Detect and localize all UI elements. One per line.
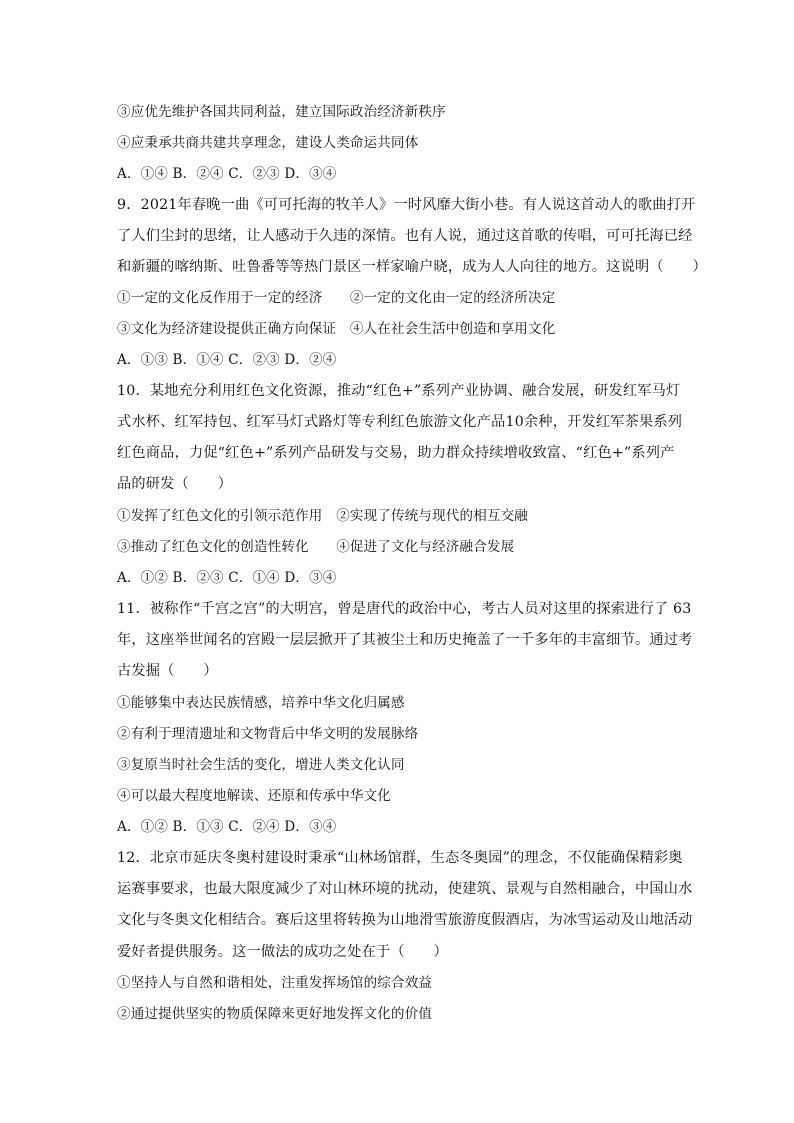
question-11-option-3: ③复原当时社会生活的变化，增进人类文化认同 xyxy=(117,757,405,773)
question-11-option-1: ①能够集中表达民族情感，培养中华文化归属感 xyxy=(117,695,405,711)
question-12-line-1: 12．北京市延庆冬奥村建设时秉承“山林场馆群，生态冬奥园”的理念，不仅能确保精彩奥 xyxy=(117,850,683,866)
question-10-answer-choices: A．①② B．②③ C．①④ D．③④ xyxy=(117,570,337,586)
question-9-line-1: 9．2021年春晚一曲《可可托海的牧羊人》一时风靡大街小巷。有人说这首动人的歌曲打开 xyxy=(117,197,696,213)
question-9-options-row-1: ①一定的文化反作用于一定的经济 ②一定的文化由一定的经济所决定 xyxy=(117,290,556,306)
question-12-option-1: ①坚持人与自然和谐相处，注重发挥场馆的综合效益 xyxy=(117,975,433,991)
question-11-option-4: ④可以最大程度地解读、还原和传承中华文化 xyxy=(117,788,391,804)
question-11-line-1: 11．被称作“千宫之宫”的大明宫，曾是唐代的政治中心，考古人员对这里的探索进行了 63 xyxy=(117,601,692,617)
question-12-line-4: 爱好者提供服务。这一做法的成功之处在于（ ） xyxy=(117,944,448,960)
question-10-line-4: 品的研发（ ） xyxy=(117,476,233,492)
question-10-options-row-1: ①发挥了红色文化的引领示范作用 ②实现了传统与现代的相互交融 xyxy=(117,508,528,524)
question-10-line-2: 式水杯、红军持包、红军马灯式路灯等专利红色旅游文化产品10余种，开发红军茶果系列 xyxy=(117,414,683,430)
question-9-answer-choices: A．①③ B．①④ C．②③ D．②④ xyxy=(117,352,337,368)
question-9-line-3: 和新疆的喀纳斯、吐鲁番等等热门景区一样家喻户晓，成为人人向往的地方。这说明（ ） xyxy=(117,259,707,275)
question-12-option-2: ②通过提供坚实的物质保障来更好地发挥文化的价值 xyxy=(117,1006,433,1022)
option-3: ③应优先维护各国共同利益，建立国际政治经济新秩序 xyxy=(117,104,446,120)
question-12-line-2: 运赛事要求，也最大限度减少了对山林环境的扰动，使建筑、景观与自然相融合，中国山水 xyxy=(117,881,693,897)
question-10-line-1: 10．某地充分利用红色文化资源，推动“红色+”系列产业协调、融合发展，研发红军马灯 xyxy=(117,383,681,399)
question-11-line-2: 年，这座举世闻名的宫殿一层层掀开了其被尘土和历史掩盖了一千多年的丰富细节。通过考 xyxy=(117,632,693,648)
question-11-answer-choices: A．①② B．①③ C．②④ D．③④ xyxy=(117,819,337,835)
question-9-options-row-2: ③文化为经济建设提供正确方向保证 ④人在社会生活中创造和享用文化 xyxy=(117,321,556,337)
question-9-line-2: 了人们尘封的思绪，让人感动于久违的深情。也有人说，通过这首歌的传唱，可可托海已经 xyxy=(117,228,693,244)
question-12-line-3: 文化与冬奥文化相结合。赛后这里将转换为山地滑雪旅游度假酒店，为冰雪运动及山地活动 xyxy=(117,912,693,928)
option-4: ④应秉承共商共建共享理念，建设人类命运共同体 xyxy=(117,135,419,151)
question-11-option-2: ②有利于理清遗址和文物背后中华文明的发展脉络 xyxy=(117,726,419,742)
question-10-line-3: 红色商品，力促“红色+”系列产品研发与交易，助力群众持续增收致富、“红色+”系列产 xyxy=(117,445,675,461)
question-10-options-row-2: ③推动了红色文化的创造性转化 ④促进了文化与经济融合发展 xyxy=(117,539,515,555)
answer-choices: A．①④ B．②④ C．②③ D．③④ xyxy=(117,166,337,182)
question-11-line-3: 古发掘（ ） xyxy=(117,663,218,679)
